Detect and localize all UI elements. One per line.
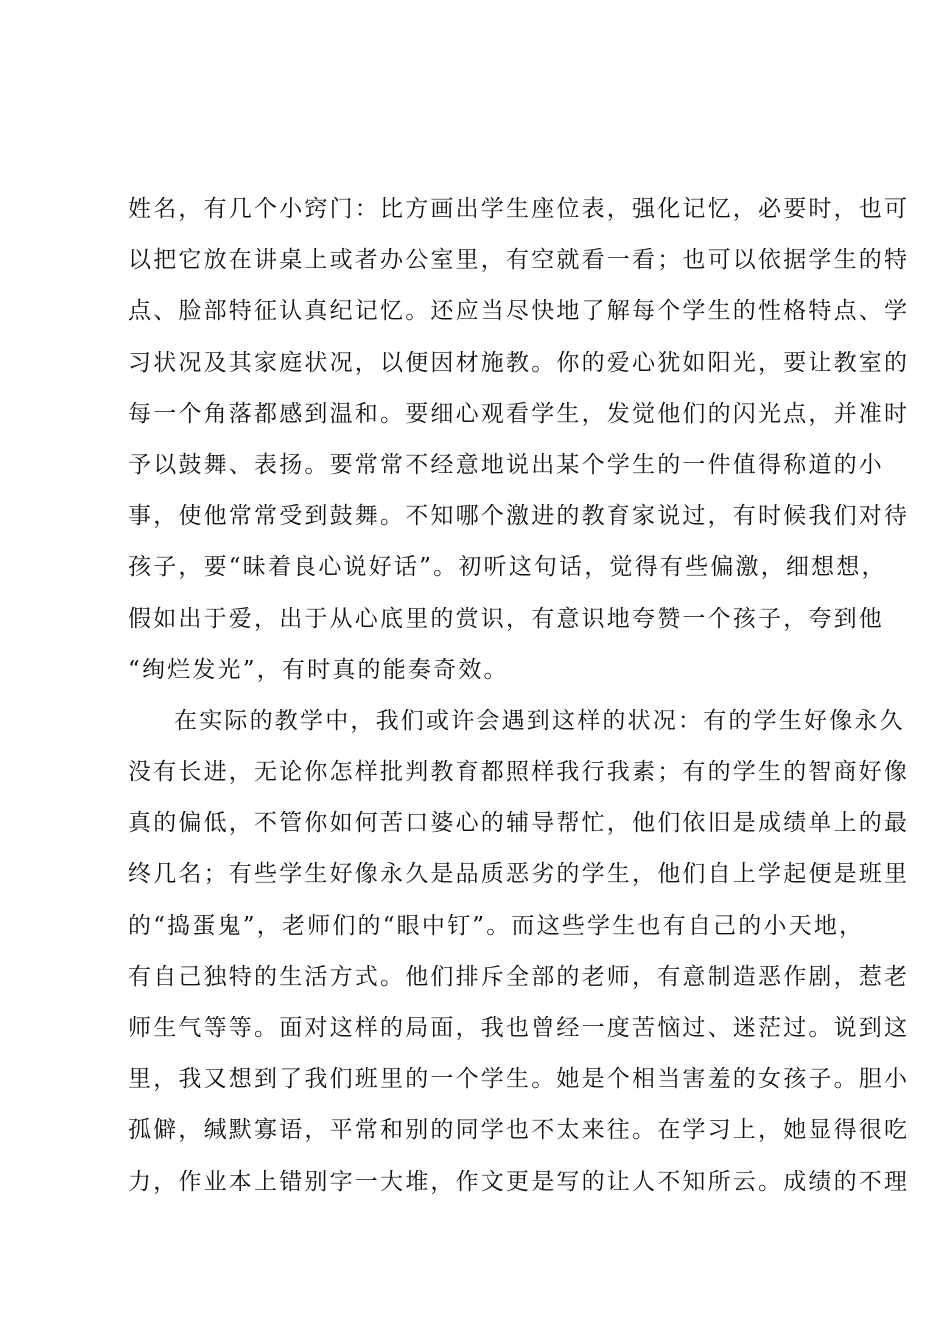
text-line: 每一个角落都感到温和。要细心观看学生，发觉他们的闪光点，并准时: [128, 400, 910, 427]
text-line: 以把它放在讲桌上或者办公室里，有空就看一看；也可以依据学生的特: [128, 247, 910, 274]
text-line: 假如出于爱，出于从心底里的赏识，有意识地夸赞一个孩子，夸到他: [128, 605, 884, 632]
text-line: “绚烂发光”，有时真的能奏奇效。: [128, 656, 509, 683]
text-line: 力，作业本上错别字一大堆，作文更是写的让人不知所云。成绩的不理: [128, 1168, 910, 1195]
paragraph-1: [128, 184, 910, 696]
text-line: 孩子，要“昧着良心说好话”。初听这句话，觉得有些偏激，细想想，: [128, 554, 887, 581]
body-text: [128, 184, 910, 1208]
text-line: 在实际的教学中，我们或许会遇到这样的状况：有的学生好像永久: [174, 707, 905, 734]
text-line: 点、脸部特征认真纪记忆。还应当尽快地了解每个学生的性格特点、学: [128, 298, 910, 325]
text-line: 有自己独特的生活方式。他们排斥全部的老师，有意制造恶作剧，惹老: [128, 963, 910, 990]
text-line: 事，使他常常受到鼓舞。不知哪个激进的教育家说过，有时候我们对待: [128, 503, 910, 530]
text-line: 姓名，有几个小窍门：比方画出学生座位表，强化记忆，必要时，也可: [128, 196, 910, 222]
text-line: 终几名；有些学生好像永久是品质恶劣的学生，他们自上学起便是班里: [128, 861, 910, 888]
text-line: 师生气等等。面对这样的局面，我也曾经一度苦恼过、迷茫过。说到这: [128, 1015, 910, 1041]
text-line: 没有长进，无论你怎样批判教育都照样我行我素；有的学生的智商好像: [128, 759, 910, 786]
text-line: 里，我又想到了我们班里的一个学生。她是个相当害羞的女孩子。胆小: [128, 1066, 910, 1093]
paragraph-2: [128, 696, 910, 1208]
text-line: 真的偏低，不管你如何苦口婆心的辅导帮忙，他们依旧是成绩单上的最: [128, 810, 910, 837]
text-line: 孤僻，缄默寡语，平常和别的同学也不太来往。在学习上，她显得很吃: [128, 1117, 910, 1144]
text-line: 予以鼓舞、表扬。要常常不经意地说出某个学生的一件值得称道的小: [128, 451, 884, 478]
text-line: 习状况及其家庭状况，以便因材施教。你的爱心犹如阳光，要让教室的: [128, 349, 910, 376]
text-line: 的“捣蛋鬼”，老师们的“眼中钉”。而这些学生也有自己的小天地，: [128, 912, 865, 939]
